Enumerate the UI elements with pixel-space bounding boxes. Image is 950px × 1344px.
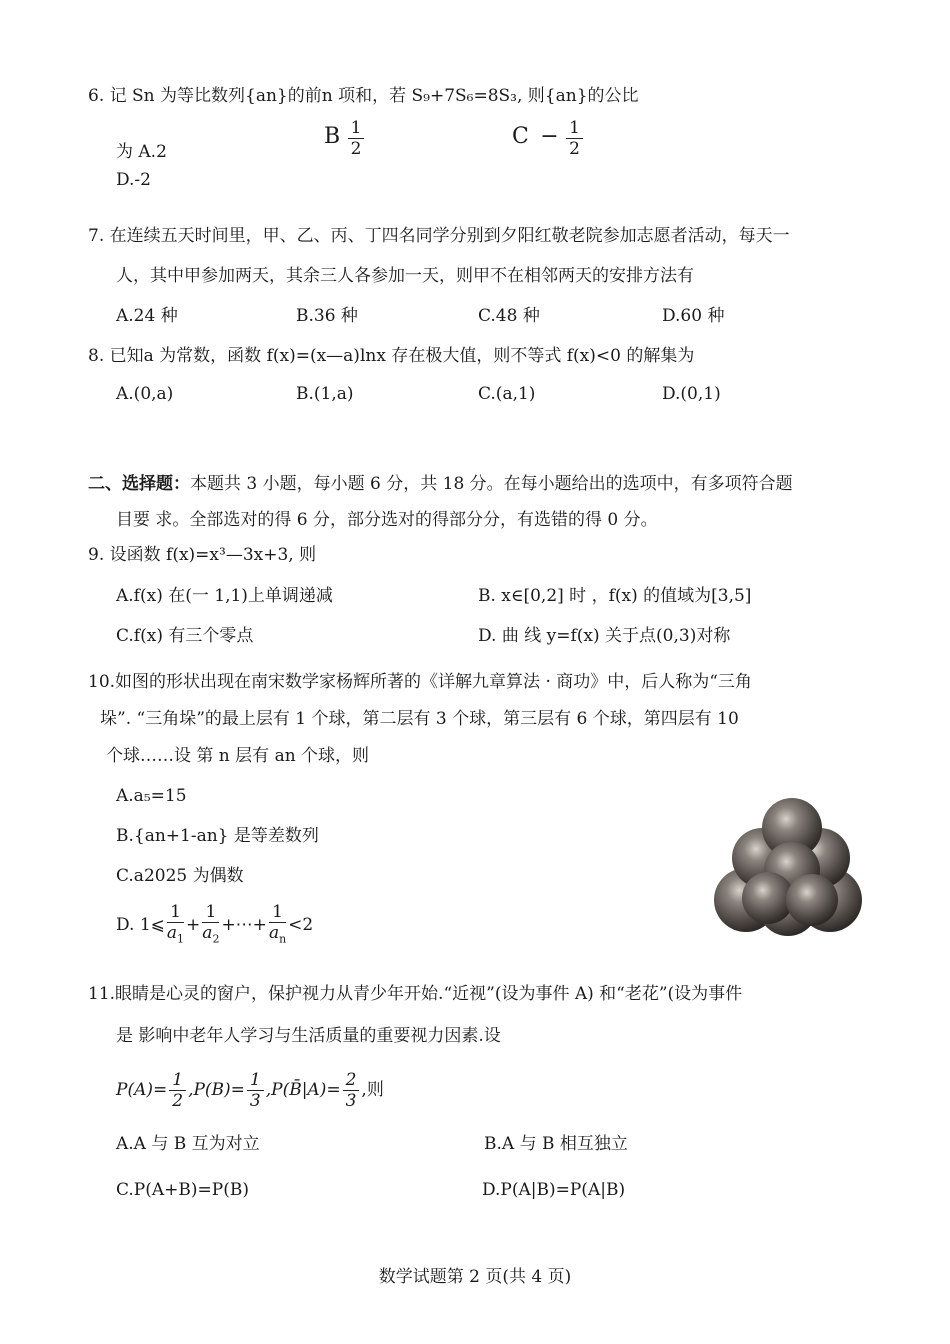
q11-formula-end: ,则 [361,1080,384,1100]
q6-option-b [324,118,366,159]
sphere-group [714,798,862,936]
q11-stem-line1: 11.眼睛是心灵的窗户，保护视力从青少年开始.“近视”(设为事件 A) 和“老花”(设为事件 [88,984,743,1004]
q6-option-b-letter: B [324,124,341,149]
section2-label: 二、选择题： [88,474,190,494]
q10-option-d-dots: +⋯+ [221,915,267,936]
q10-option-d-plus: + [186,915,201,936]
q10-option-d-fracn: $\frac{1}{a_n}$ [268,902,287,946]
q9-option-d: D. 曲 线 y=f(x) 关于点(0,3)对称 [478,626,731,646]
q6-option-d: D.-2 [116,170,151,190]
section2-instructions-line2: 目要 求。全部选对的得 6 分，部分选对的得部分分，有选错的得 0 分。 [116,510,658,530]
q11-option-b: B.A 与 B 相互独立 [484,1134,628,1154]
q10-option-d [116,902,313,949]
q6-option-b-fraction: $\frac{1}{2}$ [348,118,365,159]
q6-stem: 6. 记 Sn 为等比数列{an}的前n 项和，若 S₉+7S₆=8S₃, 则{an}的公比 [88,86,639,106]
q7-stem-line1: 7. 在连续五天时间里，甲、乙、丙、丁四名同学分别到夕阳红敬老院参加志愿者活动，每天一 [88,226,790,246]
q7-stem-line2: 人，其中甲参加两天，其余三人各参加一天，则甲不在相邻两天的安排方法有 [116,266,694,286]
q8-option-c: C.(a,1) [478,384,536,404]
q11-pc-fraction: $\frac{2}{3}$ [343,1070,360,1111]
q10-option-d-frac2: $\frac{1}{a_2}$ [202,902,220,946]
q7-option-b: B.36 种 [296,306,358,326]
q8-option-b: B.(1,a) [296,384,354,404]
section2-instructions: 本题共 3 小题，每小题 6 分，共 18 分。在每小题给出的选项中，有多项符合题 [190,474,793,494]
q11-option-a: A.A 与 B 互为对立 [116,1134,260,1154]
q9-option-c: C.f(x) 有三个零点 [116,626,254,646]
q10-option-d-frac1: $\frac{1}{a_1}$ [166,902,185,946]
q11-formula [116,1070,384,1111]
page-footer: 数学试题第 2 页(共 4 页) [378,1267,572,1287]
q10-option-d-end: <2 [288,915,314,936]
q10-stem-line2: 垛”. “三角垛”的最上层有 1 个球，第二层有 3 个球，第三层有 6 个球，第四层有 10 [100,709,739,729]
q9-option-b: B. x∈[0,2] 时 ，f(x) 的值域为[3,5] [478,586,752,606]
triangular-pile-figure [712,788,862,938]
q10-stem-line1: 10.如图的形状出现在南宋数学家杨辉所著的《详解九章算法 · 商功》中，后人称为“三角 [88,672,752,692]
q7-option-c: C.48 种 [478,306,540,326]
q11-option-c: C.P(A+B)=P(B) [116,1180,249,1200]
q9-stem: 9. 设函数 f(x)=x³—3x+3, 则 [88,545,317,565]
q11-stem-line2: 是 影响中老年人学习与生活质量的重要视力因素.设 [116,1026,501,1046]
q10-option-d-prefix: D. 1⩽ [116,915,165,936]
q6-option-c-sign: − [540,124,559,149]
q6-option-c [512,118,585,159]
section2-heading [88,472,793,496]
q11-option-d: D.P(A|B)=P(A|B) [482,1180,626,1200]
q6-option-a: 为 A.2 [116,142,167,162]
q9-option-a: A.f(x) 在(一 1,1)上单调递减 [116,586,333,606]
q11-pc-label: ,P(B̄|A)= [265,1080,341,1100]
q11-pa-label: P(A)= [116,1080,168,1100]
q7-option-d: D.60 种 [662,306,725,326]
q7-option-a: A.24 种 [116,306,178,326]
q8-stem: 8. 已知a 为常数，函数 f(x)=(x—a)lnx 存在极大值，则不等式 f(x)<0 的解集为 [88,346,695,366]
q11-pb-fraction: $\frac{1}{3}$ [247,1070,264,1111]
q11-pa-fraction: $\frac{1}{2}$ [169,1070,186,1111]
q8-option-a: A.(0,a) [116,384,174,404]
q11-pb-label: ,P(B)= [188,1080,245,1100]
q8-option-d: D.(0,1) [662,384,721,404]
q6-option-c-letter: C [512,124,529,149]
q10-stem-line3: 个球……设 第 n 层有 an 个球，则 [106,746,370,766]
q10-option-a: A.a₅=15 [116,786,187,806]
q6-option-c-fraction: $\frac{1}{2}$ [566,118,583,159]
q10-option-b: B.{an+1-an} 是等差数列 [116,826,319,846]
q10-option-c: C.a2025 为偶数 [116,866,244,886]
